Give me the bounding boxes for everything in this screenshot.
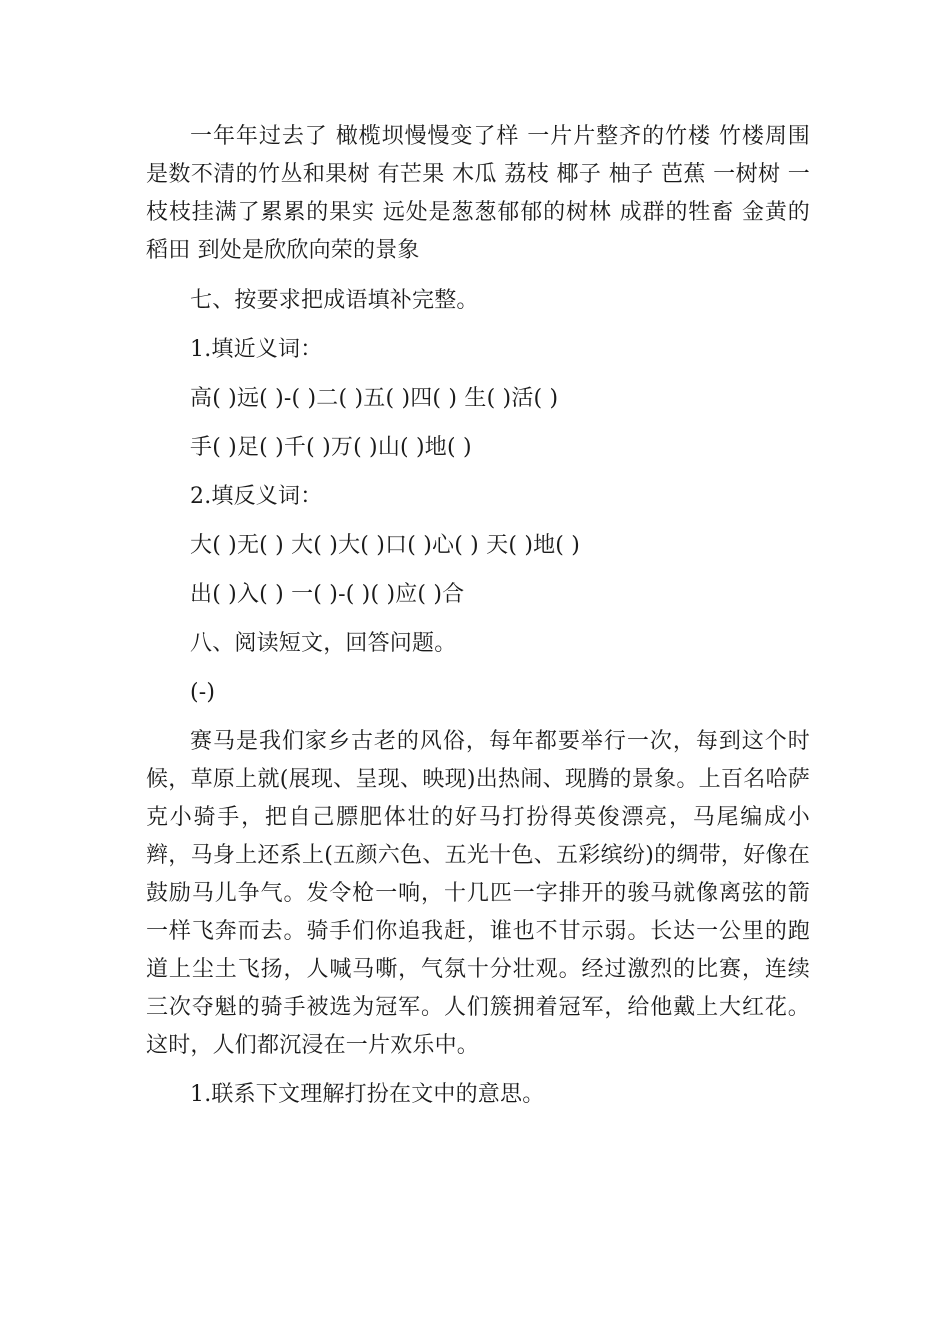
document-page	[146, 118, 810, 1114]
section-8-heading: 八、阅读短文，回答问题。	[190, 631, 457, 656]
section-7-heading: 七、按要求把成语填补完整。	[190, 288, 479, 313]
horse-race-passage: 赛马是我们家乡古老的风俗，每年都要举行一次，每到这个时候，草原上就(展现、呈现、映现)出热闹、现腾的景象。上百名哈萨克小骑手，把自己膘肥体壮的好马打扮得英俊漂亮，马尾编成小辫，马身上还系上(五颜六色、五光十色、五彩缤纷)的绸带，好像在鼓励马儿争气。发令枪一响，十几匹一字排开的骏马就像离弦的箭一样飞奔而去。骑手们你追我赶，谁也不甘示弱。长达一公里的跑道上尘土飞扬，人喊马嘶，气氛十分壮观。经过激烈的比赛，连续三次夺魁的骑手被选为冠军。人们簇拥着冠军，给他戴上大红花。这时，人们都沉浸在一片欢乐中。	[146, 729, 810, 1058]
antonym-idioms-line-1: 大( )无( ) 大( )大( )口( )心( ) 天( )地( )	[190, 533, 581, 558]
synonym-idioms-line-1: 高( )远( )-( )二( )五( )四( ) 生( )活( )	[190, 386, 559, 411]
antonym-question-label: 2.填反义词：	[190, 484, 323, 509]
synonym-question-label: 1.填近义词：	[190, 337, 323, 362]
antonym-idioms-line-2: 出( )入( ) 一( )-( )( )应( )合	[190, 582, 465, 607]
passage-marker: (-)	[190, 680, 216, 705]
olive-dam-paragraph: 一年年过去了 橄榄坝慢慢变了样 一片片整齐的竹楼 竹楼周围是数不清的竹丛和果树 有芒果 木瓜 荔枝 椰子 柚子 芭蕉 一树树 一枝枝挂满了累累的果实 远处是葱葱郁郁的树林 成群的牲畜 金黄的稻田 到处是欣欣向荣的景象	[146, 124, 810, 263]
synonym-idioms-line-2: 手( )足( )千( )万( )山( )地( )	[190, 435, 472, 460]
reading-question-1: 1.联系下文理解打扮在文中的意思。	[190, 1082, 545, 1107]
